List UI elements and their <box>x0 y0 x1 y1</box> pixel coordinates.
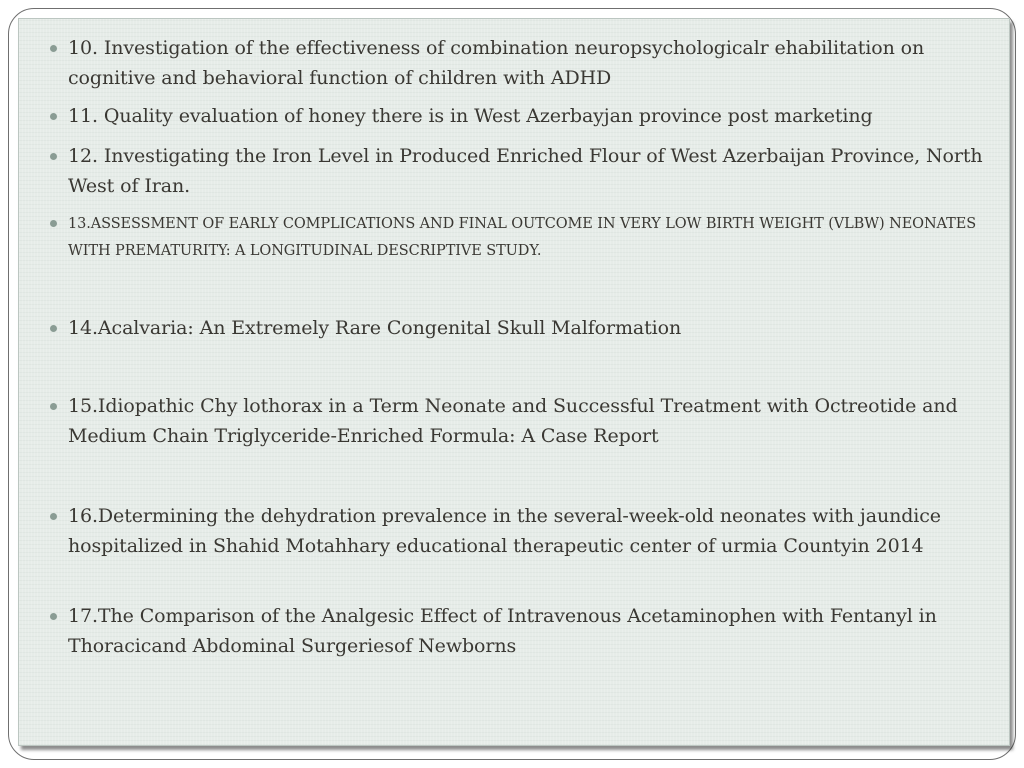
bullet-icon <box>50 613 57 620</box>
list-item <box>68 211 993 265</box>
list-item-text: 16.Determining the dehydration prevalence in the several-week-old neonates with jaundice hospitalized in Shahid Motahhary educational therapeutic center of urmia Countyin 2014 <box>68 505 941 557</box>
bullet-icon <box>50 153 57 160</box>
list-item-text: 11. Quality evaluation of honey there is in West Azerbayjan province post marketing <box>68 105 873 127</box>
list-item <box>68 601 993 661</box>
bullet-icon <box>50 113 57 120</box>
bullet-icon <box>50 403 57 410</box>
list-item-text: 17.The Comparison of the Analgesic Effect of Intravenous Acetaminophen with Fentanyl in Thoracicand Abdominal Surgeriesof Newborns <box>68 605 937 657</box>
list-item-text: 14.Acalvaria: An Extremely Rare Congenital Skull Malformation <box>68 317 682 339</box>
list-item <box>68 391 993 451</box>
bullet-icon <box>50 325 57 332</box>
bullet-icon <box>50 220 57 227</box>
content-panel <box>18 18 1010 746</box>
list-item-text: 15.Idiopathic Chy lothorax in a Term Neonate and Successful Treatment with Octreotide and Medium Chain Triglyceride-Enriched Formula: A Case Report <box>68 395 958 447</box>
list-item <box>68 101 993 131</box>
bullet-icon <box>50 45 57 52</box>
list-item-text: 10. Investigation of the effectiveness of combination neuropsychologicalr ehabilitation on cognitive and behavioral function of children with ADHD <box>68 37 925 89</box>
list-item <box>68 313 993 343</box>
bullet-icon <box>50 513 57 520</box>
list-item <box>68 141 993 201</box>
list-item <box>68 501 993 561</box>
list-item <box>68 33 993 93</box>
list-item-text: 12. Investigating the Iron Level in Produced Enriched Flour of West Azerbaijan Province, North West of Iran. <box>68 145 983 197</box>
list-item-text: 13.ASSESSMENT OF EARLY COMPLICATIONS AND FINAL OUTCOME IN VERY LOW BIRTH WEIGHT (VLBW) NEONATES WITH PREMATURITY: A LONGITUDINAL DESCRIPTIVE STUDY. <box>68 216 977 259</box>
publication-list <box>19 19 1009 745</box>
